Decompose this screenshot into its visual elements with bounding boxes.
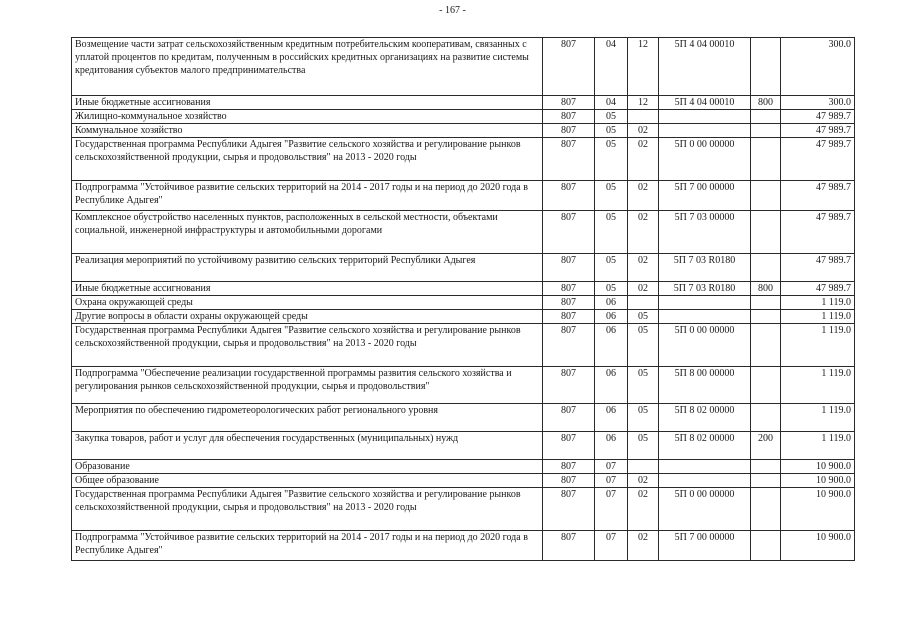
row-rz: 06 [595,404,628,432]
row-pr: 05 [628,310,659,324]
page-number: - 167 - [439,5,466,16]
row-csr: 5П 8 00 00000 [659,367,751,404]
row-sum: 1 119.0 [781,324,855,367]
row-csr [659,296,751,310]
row-name: Подпрограмма "Обеспечение реализации государственной программы развития сельского хозяйства и регулирования рынков сельскохозяйственной продукции, сырья и продовольствия" [72,367,543,404]
row-csr: 5П 8 02 00000 [659,432,751,460]
row-pr: 02 [628,488,659,531]
row-sum: 47 989.7 [781,138,855,181]
row-name: Возмещение части затрат сельскохозяйственным кредитным потребительским кооперативам, связанных с уплатой процентов по кредитам, полученным в российских кредитных организациях на развитие системы кредитования субъектов малого предпринимательства [72,38,543,96]
row-csr [659,474,751,488]
table-row [72,310,855,324]
row-name: Иные бюджетные ассигнования [72,282,543,296]
table-row [72,110,855,124]
row-sum: 1 119.0 [781,310,855,324]
row-gr: 807 [543,310,595,324]
row-vr: 800 [751,282,781,296]
row-name: Охрана окружающей среды [72,296,543,310]
row-rz: 06 [595,296,628,310]
row-rz: 06 [595,310,628,324]
row-name: Государственная программа Республики Адыгея "Развитие сельского хозяйства и регулирование рынков сельскохозяйственной продукции, сырья и продовольствия" на 2013 - 2020 годы [72,324,543,367]
row-rz: 05 [595,211,628,254]
row-sum: 47 989.7 [781,181,855,211]
row-rz: 07 [595,474,628,488]
row-sum: 1 119.0 [781,367,855,404]
row-gr: 807 [543,211,595,254]
row-vr [751,488,781,531]
row-pr [628,296,659,310]
row-gr: 807 [543,254,595,282]
row-vr [751,110,781,124]
row-name: Закупка товаров, работ и услуг для обеспечения государственных (муниципальных) нужд [72,432,543,460]
row-sum: 10 900.0 [781,474,855,488]
row-gr: 807 [543,432,595,460]
row-rz: 05 [595,124,628,138]
row-name: Иные бюджетные ассигнования [72,96,543,110]
row-rz: 05 [595,138,628,181]
row-rz: 05 [595,254,628,282]
row-name: Коммунальное хозяйство [72,124,543,138]
row-csr: 5П 8 02 00000 [659,404,751,432]
row-vr [751,531,781,561]
row-gr: 807 [543,296,595,310]
row-pr [628,460,659,474]
row-sum: 47 989.7 [781,110,855,124]
row-sum: 47 989.7 [781,254,855,282]
row-vr [751,38,781,96]
row-pr: 12 [628,96,659,110]
row-csr: 5П 7 03 R0180 [659,282,751,296]
row-csr: 5П 4 04 00010 [659,96,751,110]
row-rz: 04 [595,38,628,96]
row-name: Государственная программа Республики Адыгея "Развитие сельского хозяйства и регулирование рынков сельскохозяйственной продукции, сырья и продовольствия" на 2013 - 2020 годы [72,138,543,181]
row-vr [751,324,781,367]
row-vr [751,460,781,474]
row-rz: 07 [595,488,628,531]
row-gr: 807 [543,488,595,531]
row-sum: 300.0 [781,96,855,110]
row-name: Другие вопросы в области охраны окружающей среды [72,310,543,324]
row-pr: 02 [628,282,659,296]
row-rz: 06 [595,367,628,404]
row-vr [751,474,781,488]
row-rz: 04 [595,96,628,110]
table-row [72,124,855,138]
row-name: Комплексное обустройство населенных пунктов, расположенных в сельской местности, объектами социальной, инженерной инфраструктуры и автомобильными дорогами [72,211,543,254]
table-row [72,296,855,310]
row-pr: 02 [628,181,659,211]
row-gr: 807 [543,96,595,110]
table-row [72,474,855,488]
row-csr: 5П 0 00 00000 [659,138,751,181]
row-gr: 807 [543,124,595,138]
table-row [72,432,855,460]
row-pr: 02 [628,254,659,282]
table-row [72,138,855,181]
row-rz: 05 [595,282,628,296]
row-gr: 807 [543,110,595,124]
row-name: Образование [72,460,543,474]
row-gr: 807 [543,324,595,367]
row-csr: 5П 0 00 00000 [659,324,751,367]
row-vr [751,138,781,181]
row-gr: 807 [543,404,595,432]
table-row [72,324,855,367]
row-gr: 807 [543,38,595,96]
row-pr: 05 [628,404,659,432]
row-gr: 807 [543,460,595,474]
row-vr [751,310,781,324]
table-row [72,96,855,110]
row-gr: 807 [543,474,595,488]
table-row [72,254,855,282]
row-vr [751,254,781,282]
row-pr: 02 [628,124,659,138]
row-name: Мероприятия по обеспечению гидрометеорологических работ регионального уровня [72,404,543,432]
row-sum: 300.0 [781,38,855,96]
row-gr: 807 [543,531,595,561]
row-pr: 05 [628,367,659,404]
row-csr [659,310,751,324]
table-row [72,181,855,211]
row-pr: 05 [628,432,659,460]
table-row [72,367,855,404]
row-csr: 5П 7 03 R0180 [659,254,751,282]
row-rz: 07 [595,460,628,474]
row-pr: 05 [628,324,659,367]
row-sum: 1 119.0 [781,432,855,460]
row-vr: 200 [751,432,781,460]
row-vr [751,367,781,404]
table-row [72,404,855,432]
table-row [72,211,855,254]
row-vr [751,181,781,211]
row-pr: 02 [628,474,659,488]
row-csr [659,124,751,138]
row-sum: 47 989.7 [781,282,855,296]
row-vr [751,404,781,432]
row-csr [659,460,751,474]
row-sum: 10 900.0 [781,531,855,561]
row-name: Общее образование [72,474,543,488]
row-csr: 5П 0 00 00000 [659,488,751,531]
row-gr: 807 [543,367,595,404]
row-pr [628,110,659,124]
row-vr [751,124,781,138]
row-name: Подпрограмма "Устойчивое развитие сельских территорий на 2014 - 2017 годы и на период до 2020 года в Республике Адыгея" [72,181,543,211]
row-name: Реализация мероприятий по устойчивому развитию сельских территорий Республики Адыгея [72,254,543,282]
table-row [72,488,855,531]
row-pr: 02 [628,211,659,254]
table-row [72,531,855,561]
row-vr: 800 [751,96,781,110]
budget-table [71,37,855,561]
row-gr: 807 [543,282,595,296]
row-gr: 807 [543,181,595,211]
budget-table-body [72,38,855,561]
row-pr: 12 [628,38,659,96]
row-csr: 5П 7 03 00000 [659,211,751,254]
row-rz: 05 [595,181,628,211]
row-rz: 06 [595,324,628,367]
row-vr [751,211,781,254]
row-sum: 47 989.7 [781,124,855,138]
row-sum: 47 989.7 [781,211,855,254]
row-sum: 1 119.0 [781,296,855,310]
row-rz: 05 [595,110,628,124]
row-sum: 10 900.0 [781,460,855,474]
row-pr: 02 [628,138,659,181]
row-rz: 06 [595,432,628,460]
row-gr: 807 [543,138,595,181]
table-row [72,38,855,96]
row-sum: 10 900.0 [781,488,855,531]
row-csr: 5П 7 00 00000 [659,181,751,211]
row-name: Государственная программа Республики Адыгея "Развитие сельского хозяйства и регулирование рынков сельскохозяйственной продукции, сырья и продовольствия" на 2013 - 2020 годы [72,488,543,531]
row-csr: 5П 7 00 00000 [659,531,751,561]
row-sum: 1 119.0 [781,404,855,432]
table-row [72,282,855,296]
row-pr: 02 [628,531,659,561]
row-csr: 5П 4 04 00010 [659,38,751,96]
row-vr [751,296,781,310]
row-name: Жилищно-коммунальное хозяйство [72,110,543,124]
table-row [72,460,855,474]
row-name: Подпрограмма "Устойчивое развитие сельских территорий на 2014 - 2017 годы и на период до 2020 года в Республике Адыгея" [72,531,543,561]
row-csr [659,110,751,124]
row-rz: 07 [595,531,628,561]
